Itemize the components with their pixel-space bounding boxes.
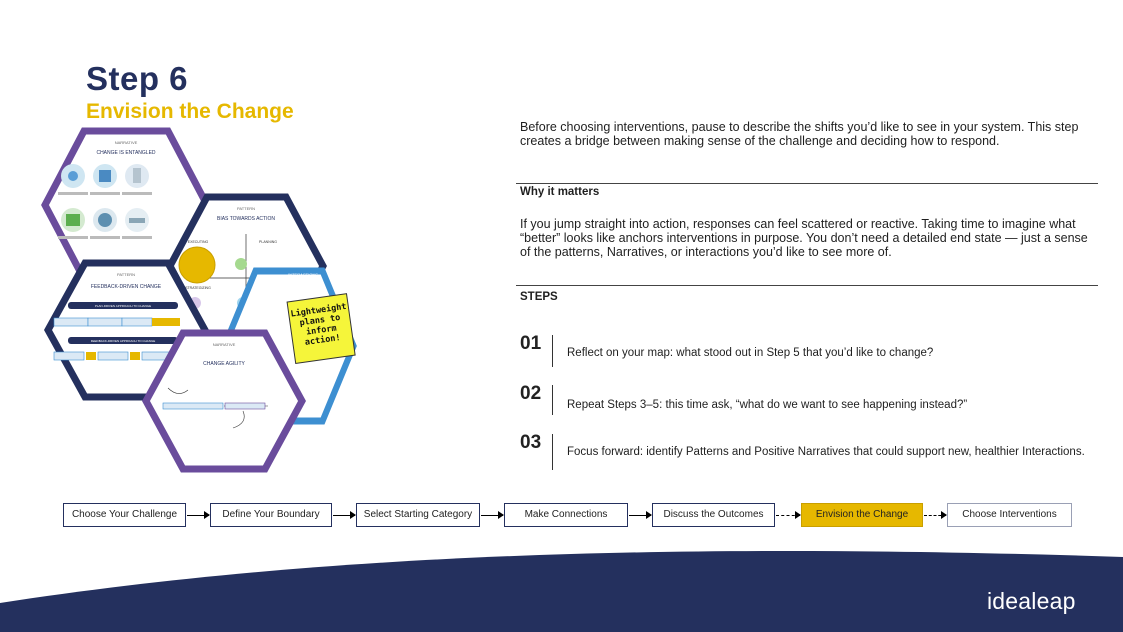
hex3-tag: PATTERN (116, 272, 136, 277)
flow-step-discuss-outcomes: Discuss the Outcomes (652, 503, 775, 527)
bias-label-planning: PLANNING (259, 240, 277, 244)
hex1-tag: NARRATIVE (114, 140, 138, 145)
flow-step-define-boundary: Define Your Boundary (210, 503, 332, 527)
step-text: Focus forward: identify Patterns and Positive Narratives that could support new, healthier Interactions. (567, 446, 1085, 458)
hex3-title: FEEDBACK-DRIVEN CHANGE (90, 284, 162, 290)
flow-step-envision-change: Envision the Change (801, 503, 923, 527)
hex5-tag: NARRATIVE (212, 342, 236, 347)
feedback-driven-label: FEEDBACK-DRIVEN APPROACH TO CHANGE (90, 339, 156, 343)
idealeap-logo: idealeap (987, 588, 1076, 614)
flow-step-choose-challenge: Choose Your Challenge (63, 503, 186, 527)
intro-paragraph: Before choosing interventions, pause to describe the shifts you’d like to see in your system. This step creates a bridge between making sense of the challenge and deciding how to respond. (520, 120, 1079, 148)
steps-heading: STEPS (520, 291, 558, 303)
step-number: 01 (520, 333, 542, 354)
hex5-title: CHANGE AGILITY (203, 361, 245, 367)
plan-driven-label: PLAN-DRIVEN APPROACH TO CHANGE (94, 304, 152, 308)
step-number: 03 (520, 432, 542, 453)
sticky-note-text: Lightweight plans to inform action! (290, 301, 348, 348)
why-heading: Why it matters (520, 186, 600, 198)
hex2-title: BIAS TOWARDS ACTION (217, 216, 275, 222)
step-number: 02 (520, 383, 542, 404)
hex1-title: CHANGE IS ENTANGLED (96, 150, 156, 156)
flow-step-choose-interventions: Choose Interventions (947, 503, 1072, 527)
flow-step-select-category: Select Starting Category (356, 503, 480, 527)
bias-label-strategizing: STRATEGIZING (185, 286, 211, 290)
step-text: Repeat Steps 3–5: this time ask, “what do we want to see happening instead?” (567, 399, 968, 411)
step-text: Reflect on your map: what stood out in Step 5 that you’d like to change? (567, 347, 934, 359)
flow-step-make-connections: Make Connections (504, 503, 628, 527)
why-paragraph: If you jump straight into action, responses can feel scattered or reactive. Taking time to imagine what “better” looks like anchors interventions in purpose. You don’t need a detailed end state — just a sense of the patterns, Narratives, or interactions you’d like to see more of. (520, 217, 1088, 259)
page-title: Step 6 (86, 60, 189, 97)
hex2-tag: PATTERN (236, 206, 256, 211)
bias-label-executing: EXECUTING (187, 240, 209, 244)
hex4-tag: INTERACTIONS (288, 272, 318, 277)
page-subtitle: Envision the Change (86, 100, 294, 123)
